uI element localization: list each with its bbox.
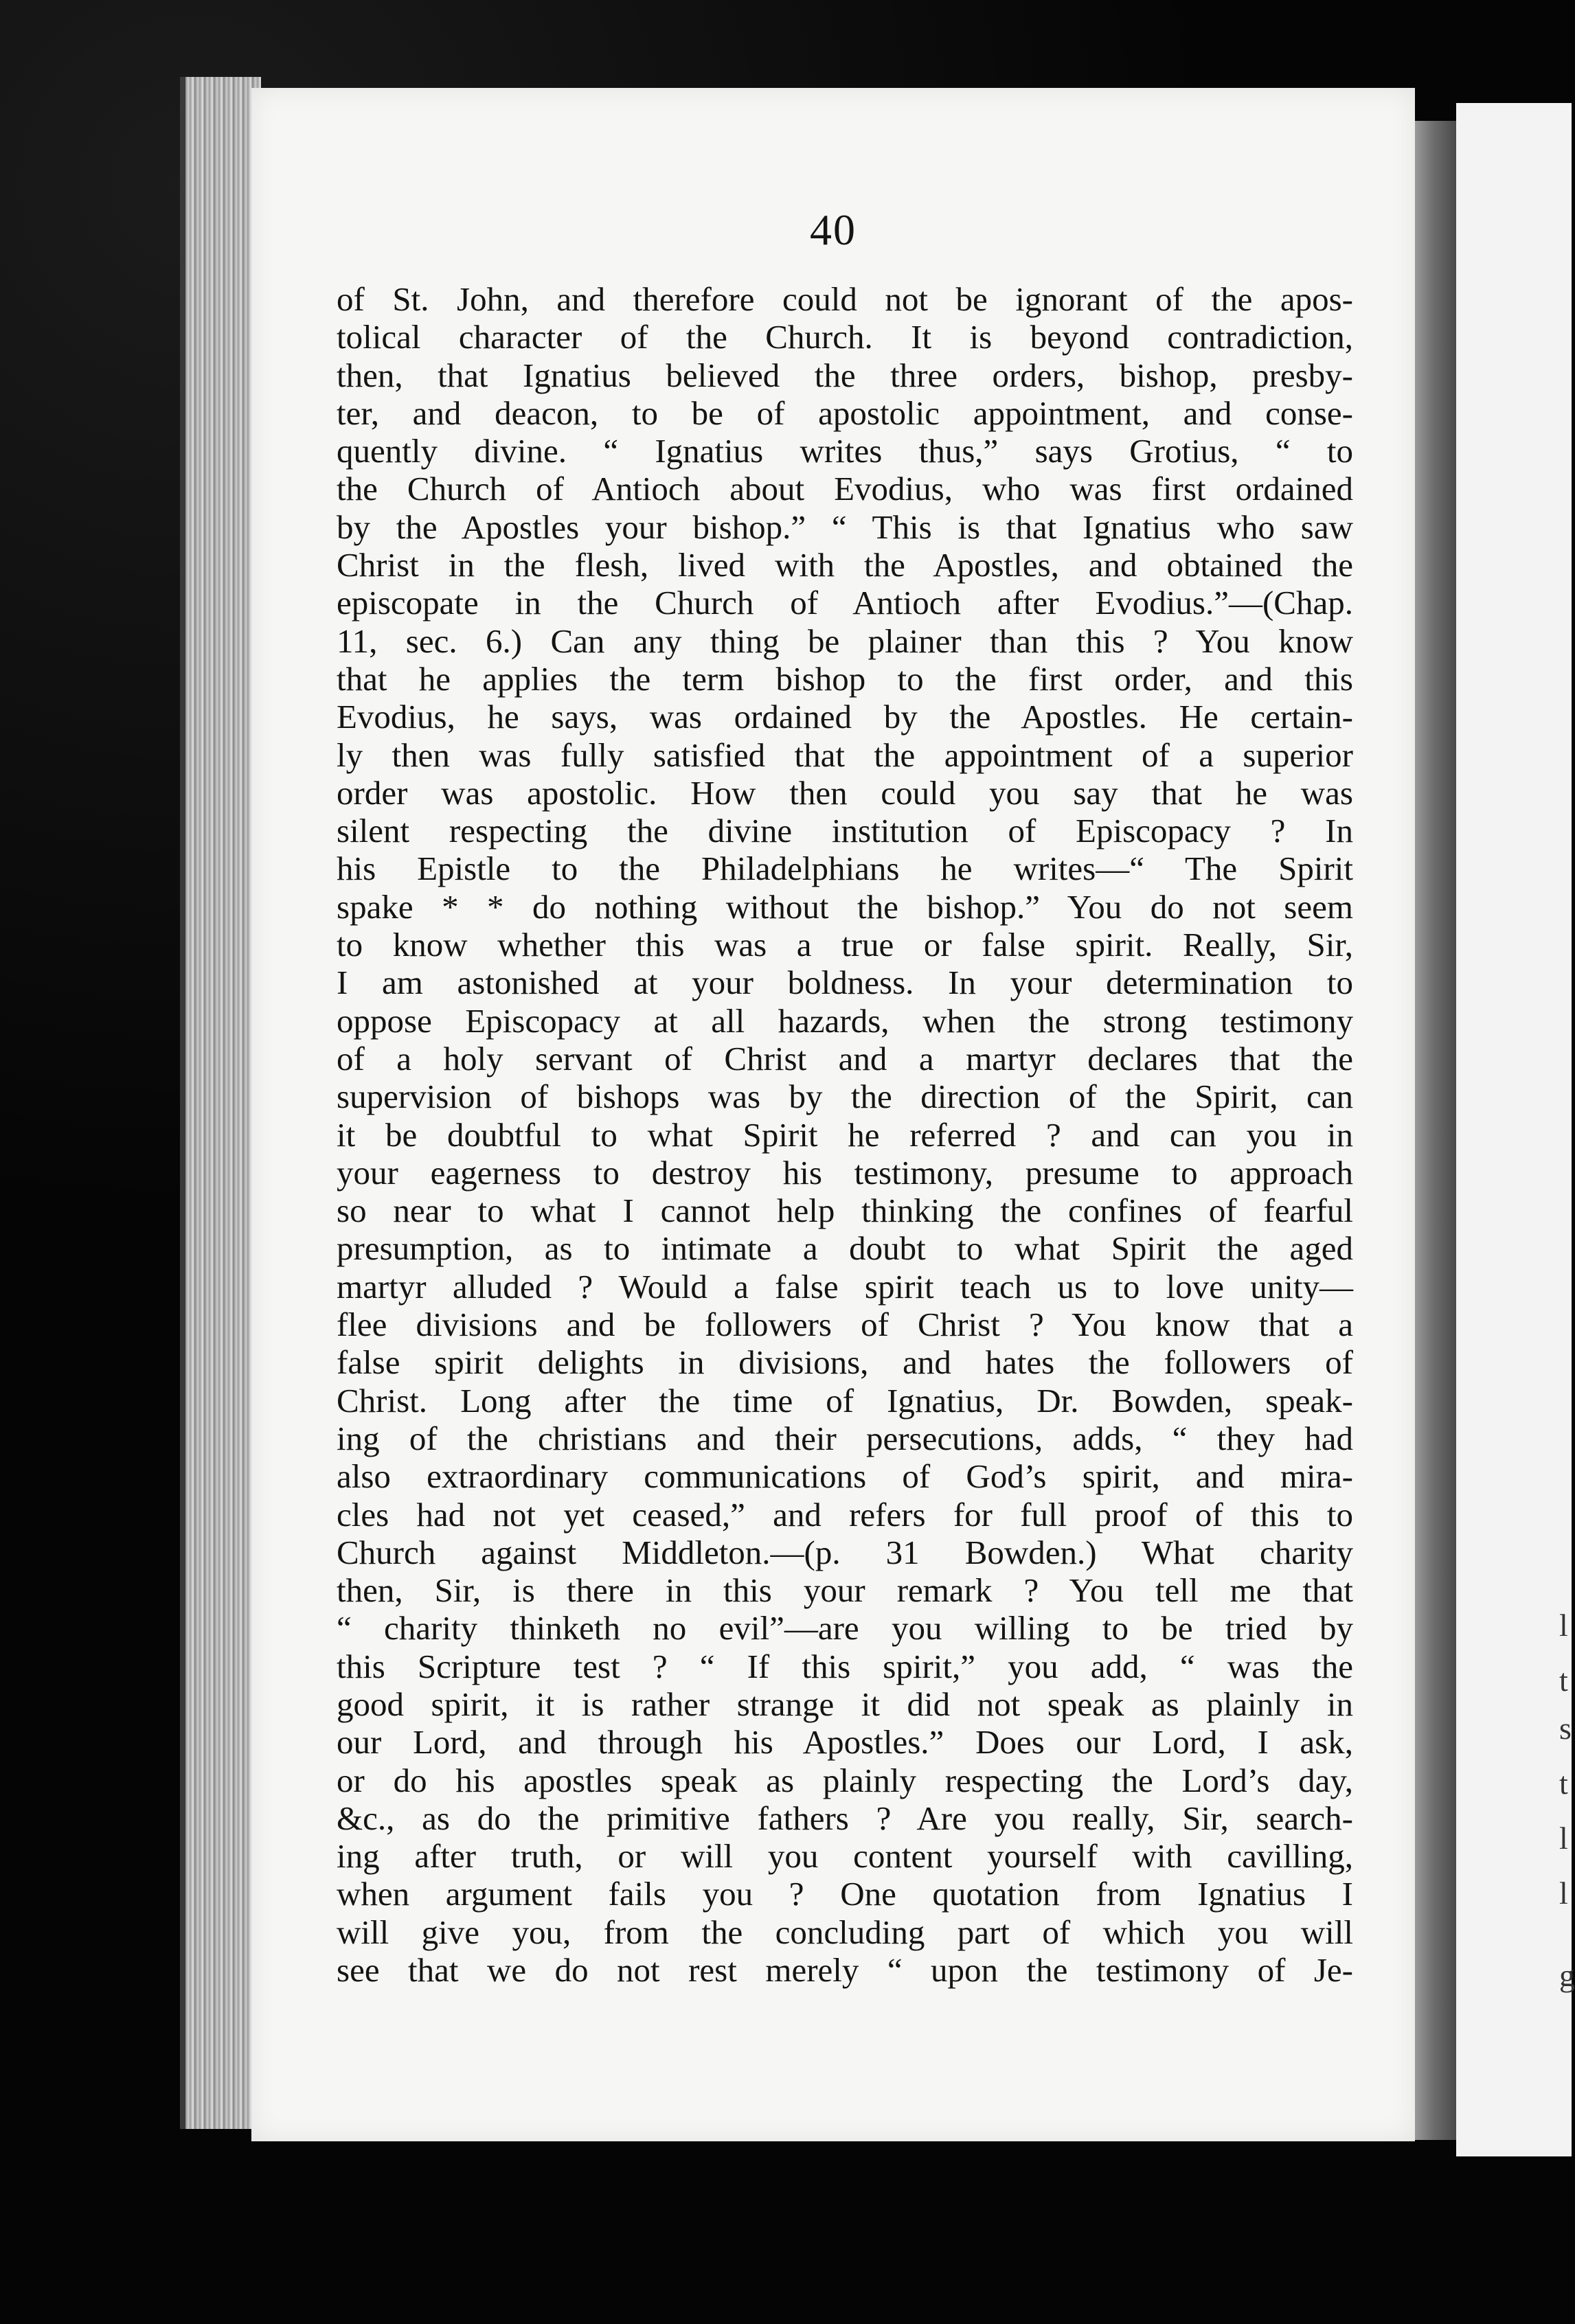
text-line: Evodius, he says, was ordained by the Apostles. He certain- [337, 698, 1353, 736]
text-line: flee divisions and be followers of Christ ? You know that a [337, 1306, 1353, 1344]
text-line: your eagerness to destroy his testimony, presume to approach [337, 1153, 1353, 1192]
text-line: our Lord, and through his Apostles.” Does our Lord, I ask, [337, 1723, 1353, 1762]
text-line: to know whether this was a true or false spirit. Really, Sir, [337, 926, 1353, 964]
text-line: of St. John, and therefore could not be ignorant of the apos- [337, 280, 1353, 318]
book-gutter-shadow [1415, 121, 1456, 2140]
text-line: I am astonished at your boldness. In your determination to [337, 964, 1353, 1002]
text-line: presumption, as to intimate a doubt to what Spirit the aged [337, 1229, 1353, 1268]
text-line: oppose Episcopacy at all hazards, when the strong testimony [337, 1001, 1353, 1040]
facing-page-glyph: g [1559, 1958, 1575, 1993]
text-line: see that we do not rest merely “ upon the testimony of Je- [337, 1951, 1353, 1990]
text-line: 11, sec. 6.) Can any thing be plainer than this ? You know [337, 622, 1353, 660]
text-line: ter, and deacon, to be of apostolic appointment, and conse- [337, 394, 1353, 432]
text-line: also extraordinary communications of God’s spirit, and mira- [337, 1457, 1353, 1496]
text-line: silent respecting the divine institution of Episcopacy ? In [337, 812, 1353, 850]
text-line: the Church of Antioch about Evodius, who was first ordained [337, 470, 1353, 508]
text-line: of a holy servant of Christ and a martyr declares that the [337, 1039, 1353, 1078]
text-line: then, Sir, is there in this your remark ? You tell me that [337, 1571, 1353, 1610]
facing-page-edge [1456, 103, 1575, 2156]
book-page [251, 88, 1415, 2141]
facing-page-glyph: l [1559, 1821, 1568, 1856]
page-number: 40 [810, 205, 857, 254]
text-line: &c., as do the primitive fathers ? Are you really, Sir, search- [337, 1799, 1353, 1837]
text-line: good spirit, it is rather strange it did not speak as plainly in [337, 1685, 1353, 1723]
text-line: it be doubtful to what Spirit he referred ? and can you in [337, 1115, 1353, 1154]
text-line: so near to what I cannot help thinking the confines of fearful [337, 1192, 1353, 1230]
text-line: by the Apostles your bishop.” “ This is that Ignatius who saw [337, 508, 1353, 546]
text-line: tolical character of the Church. It is beyond contradiction, [337, 318, 1353, 356]
text-line: that he applies the term bishop to the first order, and this [337, 659, 1353, 698]
text-line: martyr alluded ? Would a false spirit teach us to love unity— [337, 1267, 1353, 1306]
text-line: order was apostolic. How then could you say that he was [337, 773, 1353, 812]
body-text [337, 280, 1353, 1989]
text-line: Church against Middleton.—(p. 31 Bowden.) What charity [337, 1533, 1353, 1571]
text-line: spake * * do nothing without the bishop.” You do not seem [337, 887, 1353, 926]
text-line: or do his apostles speak as plainly respecting the Lord’s day, [337, 1761, 1353, 1799]
text-line: cles had not yet ceased,” and refers for full proof of this to [337, 1495, 1353, 1534]
facing-page-glyph: l [1559, 1608, 1568, 1643]
text-line: Christ. Long after the time of Ignatius, Dr. Bowden, speak- [337, 1381, 1353, 1420]
facing-page-glyph: l [1559, 1876, 1568, 1911]
facing-page-glyph: s [1559, 1711, 1572, 1746]
text-line: ly then was fully satisfied that the appointment of a superior [337, 736, 1353, 774]
text-line: supervision of bishops was by the direction of the Spirit, can [337, 1078, 1353, 1116]
text-line: Christ in the flesh, lived with the Apostles, and obtained the [337, 546, 1353, 584]
text-line: quently divine. “ Ignatius writes thus,” says Grotius, “ to [337, 432, 1353, 470]
facing-page-glyph: t [1559, 1663, 1568, 1698]
text-line: when argument fails you ? One quotation from Ignatius I [337, 1875, 1353, 1913]
text-line: will give you, from the concluding part of which you will [337, 1913, 1353, 1951]
text-line: his Epistle to the Philadelphians he writes—“ The Spirit [337, 850, 1353, 888]
text-line: this Scripture test ? “ If this spirit,” you add, “ was the [337, 1647, 1353, 1685]
text-line: then, that Ignatius believed the three orders, bishop, presby- [337, 356, 1353, 394]
text-line: episcopate in the Church of Antioch after Evodius.”—(Chap. [337, 584, 1353, 622]
text-line: “ charity thinketh no evil”—are you willing to be tried by [337, 1609, 1353, 1648]
text-line: ing of the christians and their persecutions, adds, “ they had [337, 1419, 1353, 1457]
book-page-edges [180, 77, 261, 2129]
text-line: false spirit delights in divisions, and hates the followers of [337, 1343, 1353, 1382]
text-line: ing after truth, or will you content yourself with cavilling, [337, 1837, 1353, 1876]
facing-page-glyph: t [1559, 1766, 1568, 1801]
